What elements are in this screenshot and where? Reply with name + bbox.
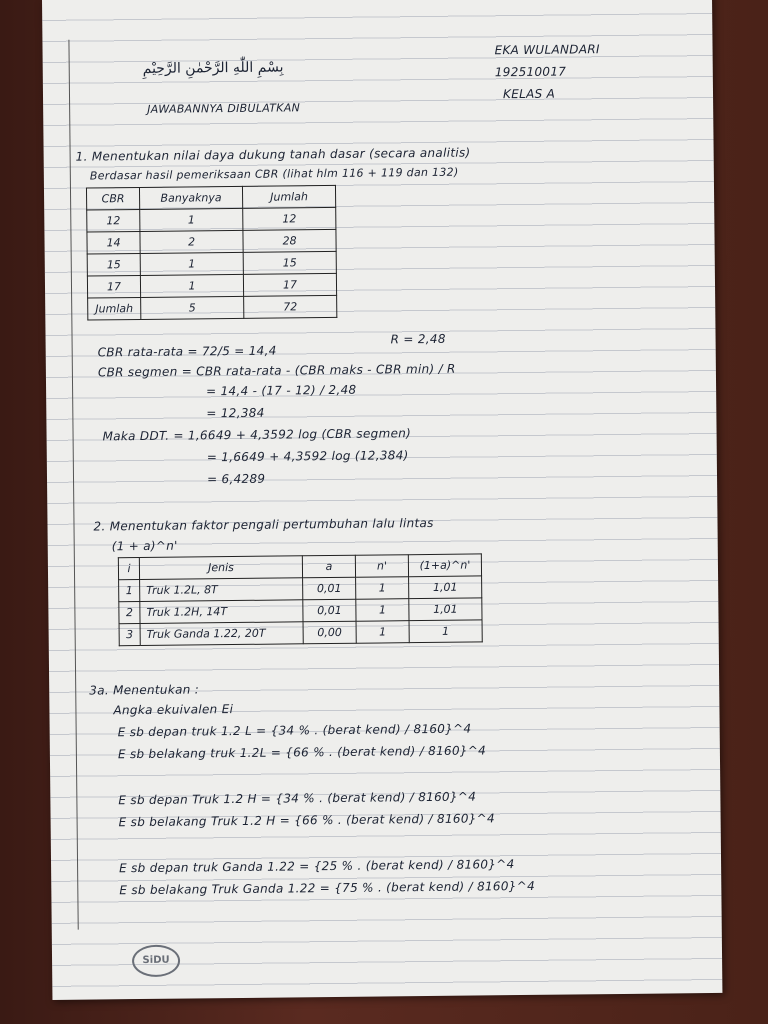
- cell: 15: [87, 253, 140, 276]
- sidu-logo: SiDU: [132, 945, 180, 978]
- cell: Truk Ganda 1.22, 20T: [140, 622, 303, 646]
- cell: Jumlah: [88, 297, 141, 320]
- margin-line: [68, 40, 78, 930]
- col-header: (1+a)^n': [408, 554, 481, 577]
- ekuivalen-line: E sb belakang Truk 1.2 H = {66 % . (berat kend) / 8160}^4: [118, 811, 496, 830]
- ekuivalen-line: E sb belakang truk 1.2L = {66 % . (berat kend) / 8160}^4: [117, 743, 487, 762]
- table-row: [87, 229, 336, 254]
- cell: 12: [87, 209, 140, 232]
- ekuivalen-line: E sb depan Truk 1.2 H = {34 % . (berat kend) / 8160}^4: [118, 789, 477, 808]
- cbr-table: [86, 185, 337, 321]
- cell: 1: [140, 252, 243, 275]
- jumlah-header: Jumlah: [242, 185, 335, 208]
- calc-line: CBR segmen = CBR rata-rata - (CBR maks - CBR min) / R: [97, 361, 456, 380]
- cell: 1,01: [409, 598, 482, 621]
- ekuivalen-line: E sb depan truk 1.2 L = {34 % . (berat kend) / 8160}^4: [117, 721, 472, 740]
- cell: Truk 1.2H, 14T: [140, 600, 303, 624]
- cell: 1: [356, 577, 409, 600]
- cell: 1: [356, 621, 409, 644]
- cell: 1: [356, 599, 409, 622]
- table-row: [119, 620, 482, 646]
- cell: 2: [119, 602, 140, 624]
- student-name: EKA WULANDARI: [494, 42, 600, 58]
- ekuivalen-line: E sb belakang Truk Ganda 1.22 = {75 % . (berat kend) / 8160}^4: [119, 878, 536, 898]
- calc-line: = 12,384: [206, 405, 265, 421]
- col-header: i: [118, 558, 139, 580]
- cell: 1: [119, 580, 140, 602]
- table-row: [88, 295, 337, 320]
- q3-subheading: Angka ekuivalen Ei: [113, 702, 234, 718]
- calc-line: CBR rata-rata = 72/5 = 14,4: [97, 343, 277, 360]
- cell: 28: [243, 229, 336, 252]
- calc-line: = 6,4289: [206, 471, 266, 487]
- cell: 0,01: [303, 599, 356, 622]
- calc-line: Maka DDT. = 1,6649 + 4,3592 log (CBR segmen): [102, 426, 412, 444]
- cell: 17: [243, 273, 336, 296]
- col-header: n': [355, 555, 408, 578]
- cell: 17: [87, 275, 140, 298]
- cell: 2: [140, 230, 243, 253]
- cell: 0,01: [303, 577, 356, 600]
- cell: 1: [409, 620, 482, 643]
- table-row: [87, 207, 336, 232]
- q2-subheading: (1 + a)^n': [111, 538, 178, 554]
- col-header: a: [302, 555, 355, 578]
- cell: 12: [243, 207, 336, 230]
- table-row: [87, 273, 336, 298]
- cell: 14: [87, 231, 140, 254]
- page-title: JAWABANNYA DIBULATKAN: [147, 101, 301, 116]
- cell: 1,01: [409, 576, 482, 599]
- ekuivalen-line: E sb depan truk Ganda 1.22 = {25 % . (berat kend) / 8160}^4: [119, 857, 515, 876]
- cell: Truk 1.2L, 8T: [140, 578, 303, 602]
- q1-subheading: Berdasar hasil pemeriksaan CBR (lihat hlm 116 + 119 dan 132): [89, 165, 459, 183]
- cell: 15: [243, 251, 336, 274]
- cell: 5: [141, 296, 244, 319]
- cbr-header: CBR: [86, 187, 139, 210]
- col-header: Jenis: [139, 556, 302, 580]
- bismillah: بِسْمِ اللّٰهِ الرَّحْمٰنِ الرَّحِيْمِ: [142, 59, 284, 77]
- cell: 1: [140, 208, 243, 231]
- cell: 0,00: [303, 621, 356, 644]
- notebook-page: [42, 0, 722, 1000]
- student-class: KELAS A: [502, 86, 556, 102]
- banyaknya-header: Banyaknya: [139, 186, 242, 209]
- calc-line: = 14,4 - (17 - 12) / 2,48: [206, 382, 357, 399]
- cell: 72: [244, 295, 337, 318]
- growth-factor-table: [118, 553, 483, 646]
- calc-line: = 1,6649 + 4,3592 log (12,384): [206, 448, 409, 465]
- q3-heading: 3a. Menentukan :: [89, 682, 200, 698]
- q2-heading: 2. Menentukan faktor pengali pertumbuhan lalu lintas: [93, 515, 434, 534]
- cell: 3: [119, 624, 140, 646]
- student-nim: 192510017: [494, 64, 567, 80]
- table-row: [87, 251, 336, 276]
- cell: 1: [140, 274, 243, 297]
- q1-heading: 1. Menentukan nilai daya dukung tanah dasar (secara analitis): [75, 145, 471, 164]
- calc-line: R = 2,48: [390, 331, 446, 347]
